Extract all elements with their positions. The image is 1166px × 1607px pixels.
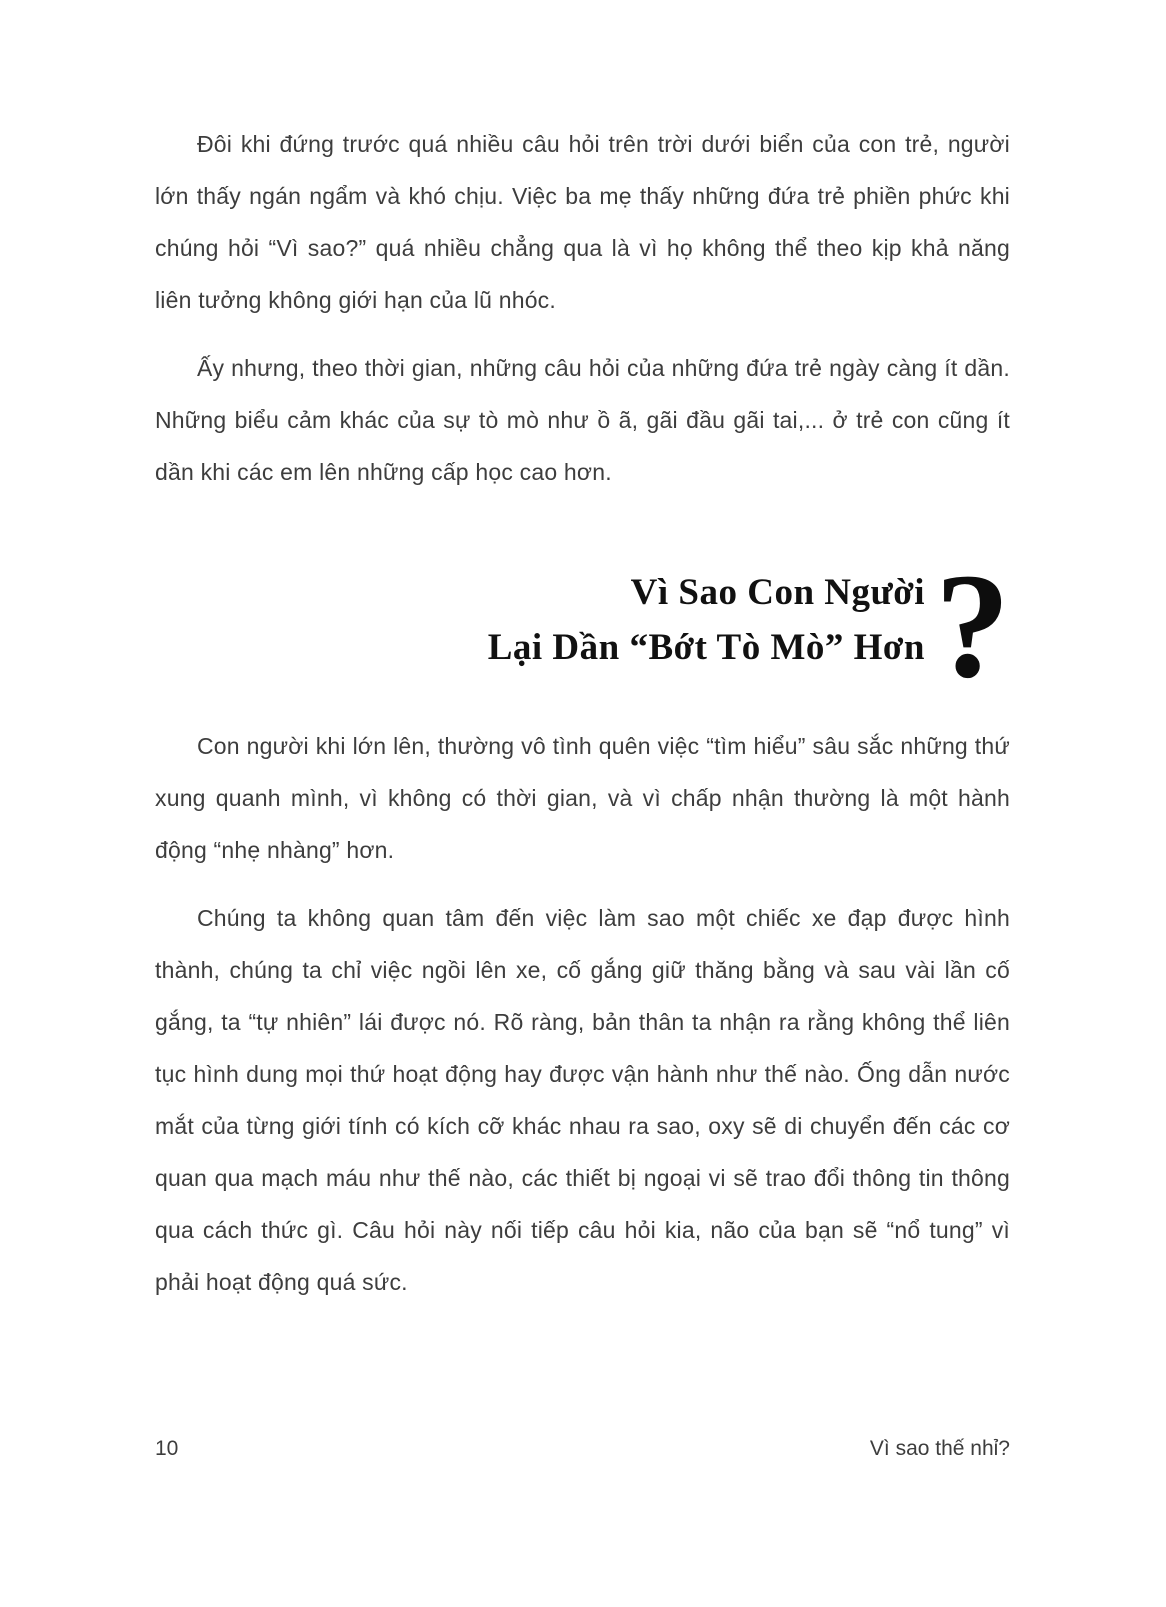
body-text-top (155, 118, 1010, 498)
body-text-bottom (155, 720, 1010, 1308)
section-heading-line2: Lại Dần “Bớt Tò Mò” Hơn (487, 627, 925, 668)
book-title: Vì sao thế nhỉ? (869, 1437, 1010, 1460)
question-mark-glyph: ? (935, 543, 1010, 709)
page-number: 10 (155, 1437, 179, 1460)
paragraph: Đôi khi đứng trước quá nhiều câu hỏi trên trời dưới biển của con trẻ, người lớn thấy ngán ngẩm và khó chịu. Việc ba mẹ thấy những đứa trẻ phiền phức khi chúng hỏi “Vì sao?” quá nhiều chẳng qua là vì họ không thể theo kịp khả năng liên tưởng không giới hạn của lũ nhóc. (155, 131, 1010, 313)
paragraph: Ấy nhưng, theo thời gian, những câu hỏi của những đứa trẻ ngày càng ít dần. Những biểu cảm khác của sự tò mò như ồ ã, gãi đầu gãi tai,... ở trẻ con cũng ít dần khi các em lên những cấp học cao hơn. (155, 355, 1010, 485)
page-footer (155, 1437, 1010, 1461)
section-heading (155, 543, 1010, 709)
section-heading-line1: Vì Sao Con Người (630, 572, 925, 613)
paragraph: Chúng ta không quan tâm đến việc làm sao một chiếc xe đạp được hình thành, chúng ta chỉ việc ngồi lên xe, cố gắng giữ thăng bằng và sau vài lần cố gắng, ta “tự nhiên” lái được nó. Rõ ràng, bản thân ta nhận ra rằng không thể liên tục hình dung mọi thứ hoạt động hay được vận hành như thế nào. Ống dẫn nước mắt của từng giới tính có kích cỡ khác nhau ra sao, oxy sẽ di chuyển đến các cơ quan qua mạch máu như thế nào, các thiết bị ngoại vi sẽ trao đổi thông tin thông qua cách thức gì. Câu hỏi này nối tiếp câu hỏi kia, não của bạn sẽ “nổ tung” vì phải hoạt động quá sức. (155, 905, 1010, 1295)
paragraph: Con người khi lớn lên, thường vô tình quên việc “tìm hiểu” sâu sắc những thứ xung quanh mình, vì không có thời gian, và vì chấp nhận thường là một hành động “nhẹ nhàng” hơn. (155, 733, 1010, 863)
section-heading-text (488, 565, 925, 675)
